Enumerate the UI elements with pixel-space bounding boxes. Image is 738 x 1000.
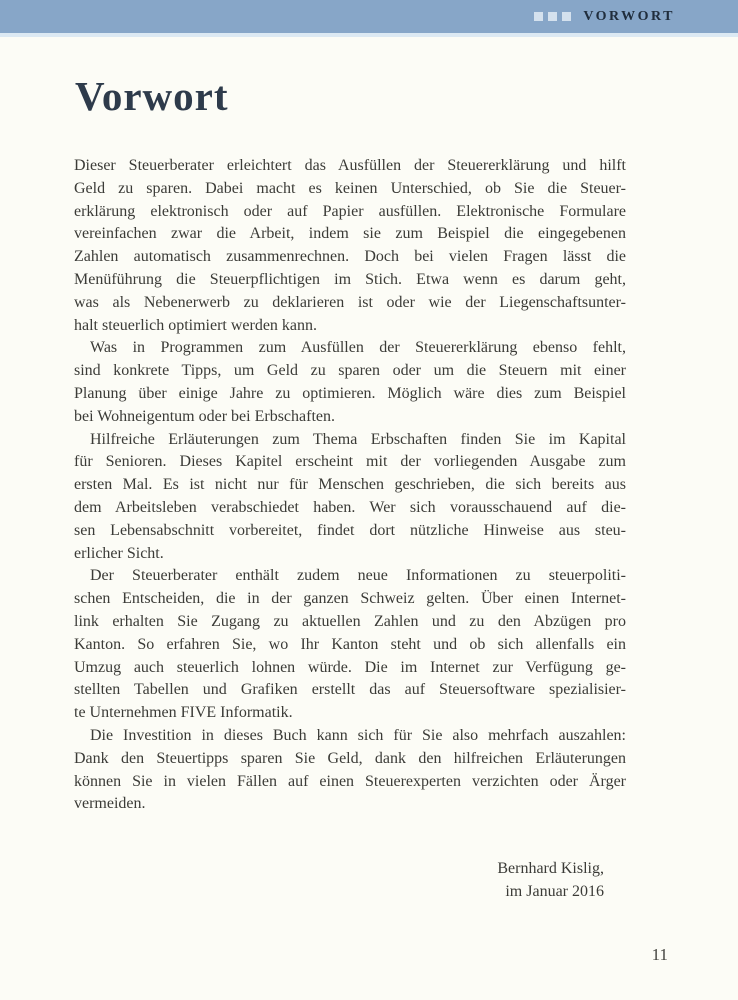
text-line: sind konkrete Tipps, um Geld zu sparen oder um die Steuern mit einer: [74, 362, 626, 380]
text-line: stellten Tabellen und Grafiken erstellt das auf Steuersoftware spezialisier-: [74, 681, 626, 699]
text-line: Hilfreiche Erläuterungen zum Thema Erbschaften finden Sie im Kapital: [90, 430, 626, 448]
text-line: Umzug auch steuerlich lohnen würde. Die im Internet zur Verfügung ge-: [74, 658, 626, 676]
text-line: sen Lebensabschnitt vorbereitet, findet dort nützliche Hinweise aus steu-: [74, 521, 626, 539]
text-line: link erhalten Sie Zugang zu aktuellen Zahlen und zu den Abzügen pro: [74, 612, 626, 630]
text-line: vereinfachen zwar die Arbeit, indem sie zum Beispiel die eingegebenen: [74, 225, 626, 243]
running-head-label: VORWORT: [583, 8, 675, 24]
body-text: [74, 155, 626, 816]
text-line: halt steuerlich optimiert werden kann.: [74, 316, 318, 334]
signature-line: im Januar 2016: [505, 883, 604, 900]
text-line: Zahlen automatisch zusammenrechnen. Doch bei vielen Fragen lässt die: [74, 248, 626, 266]
signature-line: Bernhard Kislig,: [497, 860, 604, 877]
text-line: Der Steuerberater enthält zudem neue Informationen zu steuerpoliti-: [90, 567, 626, 585]
text-line: was als Nebenerwerb zu deklarieren ist oder wie der Liegenschaftsunter-: [74, 293, 626, 311]
text-line: Planung über einige Jahre zu optimieren. Möglich wäre dies zum Beispiel: [74, 384, 626, 402]
text-line: te Unternehmen FIVE Informatik.: [74, 704, 293, 722]
ornament-square-icon: [562, 12, 571, 21]
text-line: können Sie in vielen Fällen auf einen Steuerexperten verzichten oder Ärger: [74, 772, 626, 790]
text-line: Kanton. So erfahren Sie, wo Ihr Kanton steht und ob sich allenfalls ein: [74, 635, 626, 653]
text-line: dem Arbeitsleben verabschiedet haben. Wer sich vorausschauend auf die-: [74, 498, 626, 516]
author-signature: [74, 857, 626, 903]
page-title: Vorwort: [75, 73, 229, 119]
text-line: schen Entscheiden, die in der ganzen Schweiz gelten. Über einen Internet-: [74, 590, 626, 608]
text-line: Menüführung die Steuerpflichtigen im Stich. Etwa wenn es darum geht,: [74, 270, 626, 288]
text-line: Geld zu sparen. Dabei macht es keinen Unterschied, ob Sie die Steuer-: [74, 179, 626, 197]
page-number: 11: [651, 945, 668, 964]
ornament-square-icon: [534, 12, 543, 21]
text-line: Dieser Steuerberater erleichtert das Ausfüllen der Steuererklärung und hilft: [74, 157, 626, 174]
text-line: Dank den Steuertipps sparen Sie Geld, dank den hilfreichen Erläuterungen: [74, 749, 626, 767]
text-line: ersten Mal. Es ist nicht nur für Menschen geschrieben, die sich bereits aus: [74, 476, 626, 494]
text-line: erlicher Sicht.: [74, 544, 164, 562]
text-line: erklärung elektronisch oder auf Papier ausfüllen. Elektronische Formulare: [74, 202, 626, 220]
text-line: Die Investition in dieses Buch kann sich für Sie also mehrfach auszahlen:: [90, 726, 626, 744]
text-line: für Senioren. Dieses Kapitel erscheint mit der vorliegenden Ausgabe zum: [74, 453, 626, 471]
text-line: bei Wohneigentum oder bei Erbschaften.: [74, 407, 335, 425]
chapter-header-bar: [0, 0, 738, 33]
header-accent-strip: [0, 33, 738, 37]
text-line: vermeiden.: [74, 795, 146, 813]
text-line: Was in Programmen zum Ausfüllen der Steuererklärung ebenso fehlt,: [90, 339, 626, 357]
ornament-square-icon: [548, 12, 557, 21]
header-squares-ornament: [534, 12, 576, 21]
